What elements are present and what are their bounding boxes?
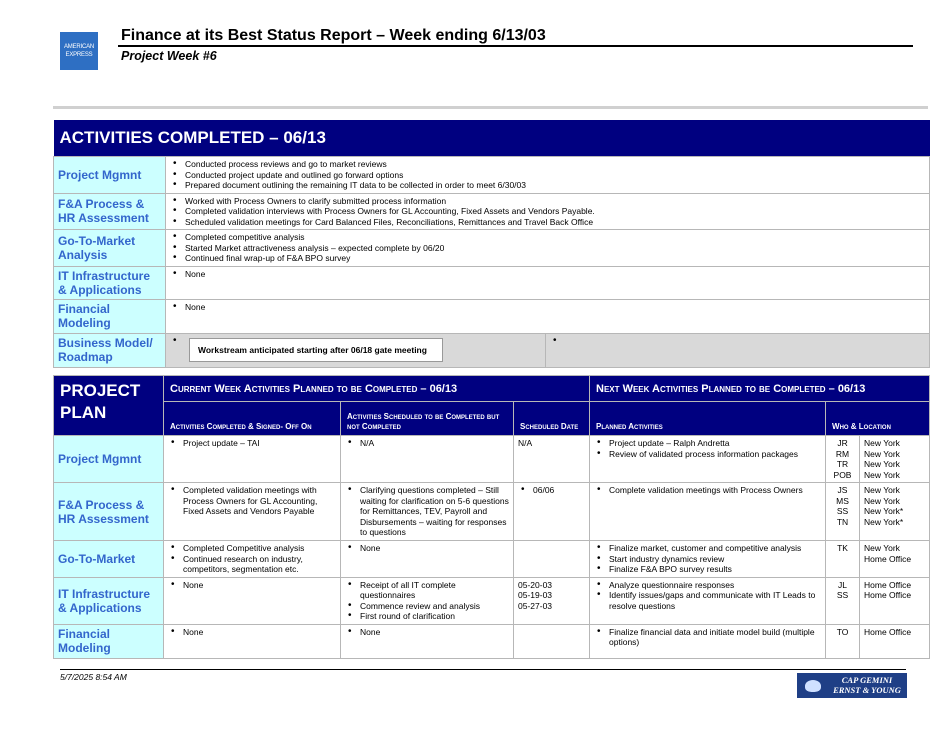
category-label: Financial Modeling	[54, 299, 166, 333]
who-initials: SS	[836, 506, 849, 516]
completed-cell	[164, 577, 341, 624]
activities-cell	[166, 157, 930, 194]
location: New York	[864, 459, 900, 469]
activities-cell	[546, 333, 930, 367]
activities-cell	[166, 299, 930, 333]
list-item: • Analyze questionnaire responses	[594, 580, 821, 591]
location: Home Office	[864, 626, 912, 637]
list-item: • None	[168, 580, 336, 591]
location: New York	[864, 448, 900, 459]
current-week-header: Current Week Activities Planned to be Completed – 06/13	[164, 376, 590, 402]
location: New York	[864, 543, 900, 553]
location: New York	[864, 438, 900, 448]
column-header: Activities Scheduled to be Completed but not Completed	[341, 402, 514, 436]
who-initials-cell	[826, 436, 860, 483]
who-initials: JL	[838, 579, 847, 590]
date-cell	[514, 624, 590, 658]
who-initials-cell	[826, 541, 860, 578]
date-cell	[514, 483, 590, 541]
category-label: Financial Modeling	[54, 624, 164, 658]
american-express-logo	[60, 32, 98, 70]
who-location-cell	[860, 436, 930, 483]
list-item: • Prepared document outlining the remaining IT data to be collected in order to meet 6/30/03	[170, 180, 925, 191]
list-item	[170, 336, 541, 363]
scheduled-cell	[341, 541, 514, 578]
who-initials: MS	[836, 495, 849, 506]
list-item: • 06/06	[518, 485, 585, 496]
location: Home Office	[864, 579, 912, 590]
list-item: • Start industry dynamics review	[594, 554, 821, 565]
logo-text	[828, 674, 906, 697]
activities-cell	[166, 266, 930, 299]
date-value: N/A	[518, 438, 533, 448]
column-header: Who & Location	[826, 402, 930, 436]
list-item: • Conducted project update and outlined go forward options	[170, 170, 925, 181]
list-item: • Identify issues/gaps and communicate with IT Leads to resolve questions	[594, 590, 821, 611]
who-initials-cell	[826, 483, 860, 541]
list-item: • Review of validated process information packages	[594, 449, 821, 460]
date-cell	[514, 541, 590, 578]
list-item: • None	[170, 302, 925, 313]
column-header: Scheduled Date	[514, 402, 590, 436]
scheduled-cell	[341, 624, 514, 658]
list-item: • None	[168, 627, 336, 638]
category-label: IT Infrastructure & Applications	[54, 266, 166, 299]
list-item: • Finalize financial data and initiate model build (multiple options)	[594, 627, 821, 648]
list-item: • Receipt of all IT complete questionnaires	[345, 580, 509, 601]
list-item: • Continued final wrap-up of F&A BPO survey	[170, 253, 925, 264]
logo-line: EXPRESS	[65, 52, 93, 58]
category-label: Business Model/ Roadmap	[54, 333, 166, 367]
list-item: • None	[170, 269, 925, 280]
location: New York	[864, 469, 900, 480]
column-header: Activities Completed & Signed- Off On	[164, 402, 341, 436]
list-item: • Completed competitive analysis	[170, 232, 925, 243]
who-location-cell	[860, 483, 930, 541]
who-initials: TO	[836, 626, 849, 637]
who-location-cell	[860, 624, 930, 658]
activities-cell	[166, 193, 930, 230]
list-item: • Finalize F&A BPO survey results	[594, 564, 821, 575]
date-cell	[514, 436, 590, 483]
next-week-header: Next Week Activities Planned to be Completed – 06/13	[590, 376, 930, 402]
who-initials: JS	[837, 485, 848, 495]
activities-header: ACTIVITIES COMPLETED – 06/13	[54, 120, 930, 157]
list-item: • Clarifying questions completed – Still waiting for clarification on 5-6 questions for Remittances, TEV, Payroll and Disbursements – waiting for responses to questions	[345, 485, 509, 538]
list-item: • N/A	[345, 438, 509, 449]
scheduled-cell	[341, 436, 514, 483]
logo-line: ERNST & YOUNG	[833, 685, 901, 695]
who-initials-cell	[826, 624, 860, 658]
logo-line: CAP GEMINI	[841, 675, 893, 685]
who-location-cell	[860, 577, 930, 624]
list-item: • First round of clarification	[345, 611, 509, 622]
list-item: • Worked with Process Owners to clarify submitted process information	[170, 196, 925, 207]
location: Home Office	[864, 590, 912, 600]
date-value: 05-27-03	[518, 600, 553, 611]
completed-cell	[164, 624, 341, 658]
project-plan-title: PROJECT PLAN	[54, 376, 164, 436]
who-initials: JR	[837, 438, 848, 448]
list-item: • Project update – TAI	[168, 438, 336, 449]
scheduled-cell	[341, 577, 514, 624]
who-initials-cell	[826, 577, 860, 624]
list-item: • Commence review and analysis	[345, 601, 509, 612]
title-divider	[118, 45, 913, 47]
planned-cell	[590, 624, 826, 658]
who-initials: POB	[833, 469, 852, 480]
report-title: Finance at its Best Status Report – Week ending 6/13/03	[121, 27, 546, 44]
date-value: 05-20-03	[518, 579, 553, 590]
who-initials: SS	[836, 590, 849, 600]
planned-cell	[590, 541, 826, 578]
completed-cell	[164, 436, 341, 483]
category-label: Go-To-Market	[54, 541, 164, 578]
list-item: • Continued research on industry, competitors, segmentation etc.	[168, 554, 336, 575]
date-cell	[514, 577, 590, 624]
activities-completed-table	[53, 120, 930, 368]
list-item: • Completed validation interviews with Process Owners for GL Accounting, Fixed Assets and Vendors Payable.	[170, 206, 925, 217]
list-item: • Project update – Ralph Andretta	[594, 438, 821, 449]
location: Home Office	[864, 553, 912, 564]
cap-gemini-ernst-young-logo	[797, 673, 907, 698]
list-item: • Completed Competitive analysis	[168, 543, 336, 554]
category-label: Go-To-Market Analysis	[54, 230, 166, 267]
date-value: 05-19-03	[518, 590, 553, 600]
activities-cell	[166, 333, 546, 367]
category-label: Project Mgmnt	[54, 157, 166, 194]
spade-icon	[798, 674, 828, 697]
scheduled-cell	[341, 483, 514, 541]
list-item: • Finalize market, customer and competitive analysis	[594, 543, 821, 554]
planned-cell	[590, 483, 826, 541]
list-item: • Started Market attractiveness analysis – expected complete by 06/20	[170, 243, 925, 254]
footer-divider	[60, 669, 906, 670]
list-item: • Conducted process reviews and go to market reviews	[170, 159, 925, 170]
completed-cell	[164, 541, 341, 578]
workstream-note: Workstream anticipated starting after 06/18 gate meeting	[189, 338, 443, 363]
location: New York	[864, 485, 900, 495]
activities-cell	[166, 230, 930, 267]
planned-cell	[590, 436, 826, 483]
who-location-cell	[860, 541, 930, 578]
list-item: • Completed validation meetings with Process Owners for GL Accounting, Fixed Assets and Vendors Payable	[168, 485, 336, 517]
section-divider	[53, 106, 928, 109]
report-subtitle: Project Week #6	[121, 49, 217, 63]
location: New York*	[864, 516, 904, 527]
location: New York*	[864, 506, 904, 516]
category-label: F&A Process & HR Assessment	[54, 193, 166, 230]
completed-cell	[164, 483, 341, 541]
footer-date: 5/7/2025 8:54 AM	[60, 672, 127, 682]
category-label: F&A Process & HR Assessment	[54, 483, 164, 541]
list-item: • None	[345, 627, 509, 638]
planned-cell	[590, 577, 826, 624]
logo-line: AMERICAN	[63, 44, 95, 50]
column-header: Planned Activities	[590, 402, 826, 436]
who-initials: TN	[836, 516, 849, 527]
category-label: Project Mgmnt	[54, 436, 164, 483]
list-item: • None	[345, 543, 509, 554]
who-initials: RM	[835, 448, 850, 459]
who-initials: TR	[836, 459, 849, 469]
list-item: • Scheduled validation meetings for Card Balanced Files, Reconciliations, Remittances and Travel Back Office	[170, 217, 925, 228]
list-item: • Complete validation meetings with Process Owners	[594, 485, 821, 496]
who-initials: TK	[837, 543, 848, 553]
project-plan-table	[53, 375, 930, 659]
location: New York	[864, 495, 900, 506]
category-label: IT Infrastructure & Applications	[54, 577, 164, 624]
